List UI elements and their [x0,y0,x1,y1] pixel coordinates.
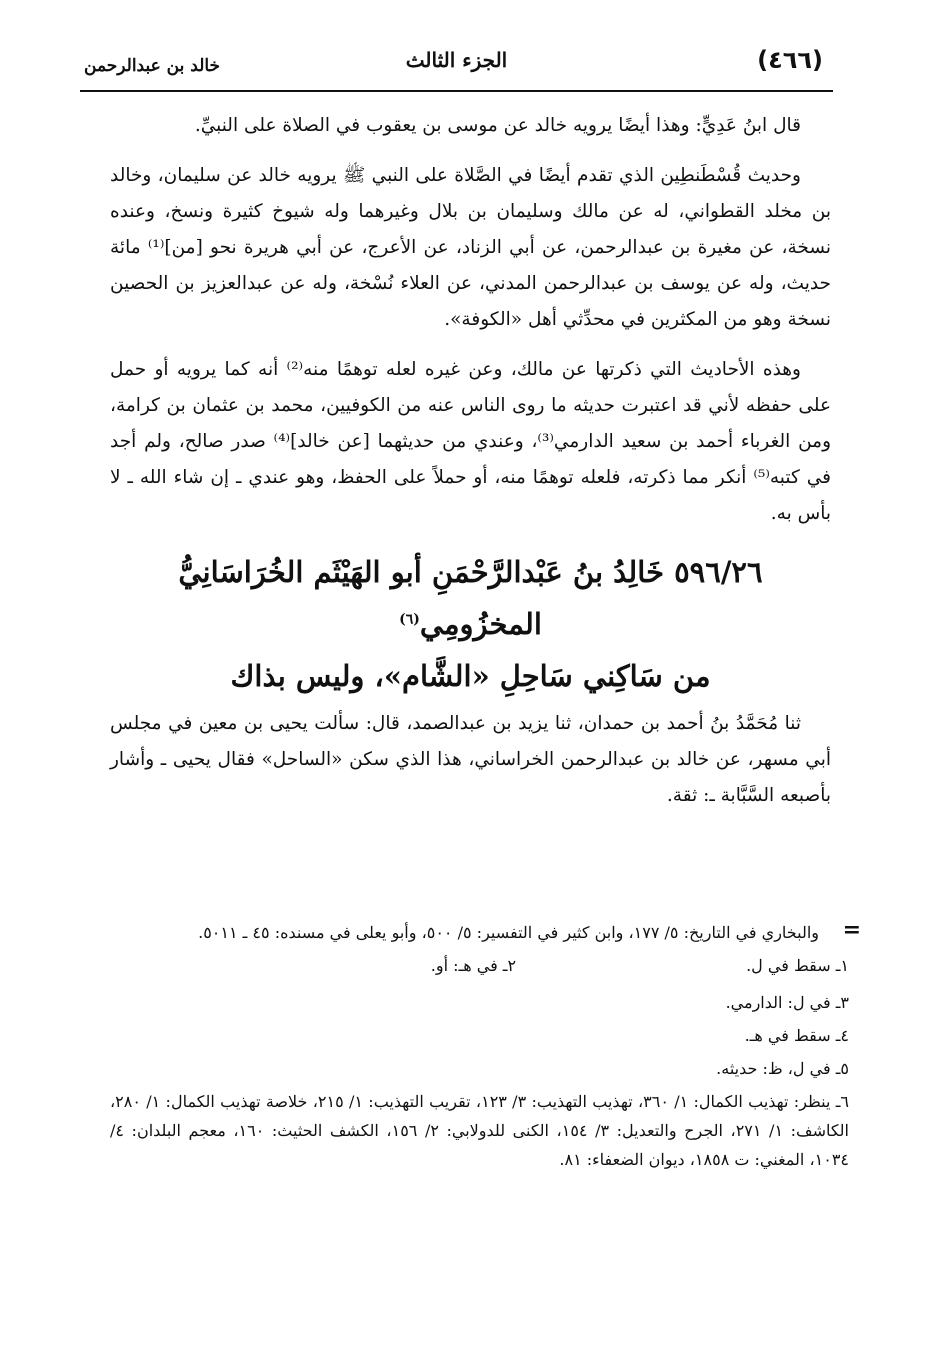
footnote-row-1-2 [110,951,849,984]
entry-title-line-2: من سَاكِني سَاحِلِ «الشَّام»، وليس بذاك [230,659,711,693]
paragraph-3: وهذه الأحاديث التي ذكرتها عن مالك، وعن غيره لعله توهمًا منه⁽²⁾ أنه كما يرويه أو حمل على حفظه لأني قد اعتبرت حديثه ما روى الناس عنه من الكوفيين، محمد بن عثمان بن كرامة، ومن الغرباء أحمد بن سعيد الدارمي⁽³⁾، وعندي من حديثهما [عن خالد]⁽⁴⁾ صدر صالح، ولم أجد في كتبه⁽⁵⁾ أنكر مما ذكرته، فلعله توهمًا منه، أو حملاً على الحفظ، وهو عندي ـ إن شاء الله ـ لا بأس به. [110,359,831,524]
entry-title-line-1 [110,546,831,650]
volume-title: الجزء الثالث [405,48,508,72]
page-header [80,46,833,92]
entry-title [110,546,831,702]
paragraph-1: قال ابنُ عَدِيٍّ: وهذا أيضًا يرويه خالد عن موسى بن يعقوب في الصلاة على النبيِّ. [194,115,801,136]
paragraph-4: ثنا مُحَمَّدُ بنُ أحمد بن حمدان، ثنا يزيد بن عبدالصمد، قال: سألت يحيى بن معين في مجلس أبي مسهر، عن خالد بن عبدالرحمن الخراساني، هذا الذي سكن «الساحل» فقال يحيى ـ وأشار بأصبعه السَّبَّابة ـ: ثقة. [110,713,832,806]
footnotes [110,917,861,1178]
main-text [110,108,831,828]
footnote-3: ٣ـ في ل: الدارمي. [725,993,849,1012]
entry-title-text: ٥٩٦/٢٦ خَالِدُ بنُ عَبْدالرَّحْمَنِ أبو الهَيْثَم الخُرَاسَانِيُّ المخزُومِي [178,555,763,641]
entry-title-footnote-ref: (٦) [399,611,420,628]
footnote-6: ٦ـ ينظر: تهذيب الكمال: ١/ ٣٦٠، تهذيب التهذيب: ٣/ ١٢٣، تقريب التهذيب: ١/ ٢١٥، خلاصة تهذيب الكمال: ١/ ٢٨٠، الكاشف: ١/ ٢٧١، الجرح والتعديل: ٣/ ١٥٤، الكنى للدولابي: ٢/ ١٥٦، الكشف الحثيث: ١٦٠، معجم البلدان: ٤/ ١٠٣٤، المغني: ت ١٨٥٨، ديوان الضعفاء: ٨١. [110,1092,850,1169]
footnote-2: ٢ـ في هـ: أو. [430,956,517,975]
continuation-mark: = [842,917,861,943]
footnote-1: ١ـ سقط في ل. [746,956,849,975]
footnote-4: ٤ـ سقط في هـ. [744,1026,849,1045]
running-title: خالد بن عبدالرحمن [84,56,221,76]
page-number: (٤٦٦) [757,46,823,74]
footnote-continuation: والبخاري في التاريخ: ٥/ ١٧٧، وابن كثير في التفسير: ٥/ ٥٠٠، وأبو يعلى في مسنده: ٤٥ ـ ٥٠١١. [198,923,819,942]
footnote-5: ٥ـ في ل، ظ: حديثه. [716,1059,849,1078]
paragraph-2: وحديث قُسْطَنطِين الذي تقدم أيضًا في الصَّلاة على النبي ﷺ يرويه خالد عن سليمان، وخالد بن مخلد القطواني، له عن مالك وسليمان بن بلال وغيرهما وله شيوخ كثيرة ونسخ، وعنده نسخة، عن مغيرة بن عبدالرحمن، عن أبي الزناد، عن الأعرج، عن أبي هريرة نحو [من]⁽¹⁾ مائة حديث، وله عن يوسف بن عبدالرحمن المدني، عن العلاء نُسْخة، وله عن عبدالعزيز بن الحصين نسخة وهو من المكثرين في محدِّثي أهل «الكوفة». [110,165,831,330]
